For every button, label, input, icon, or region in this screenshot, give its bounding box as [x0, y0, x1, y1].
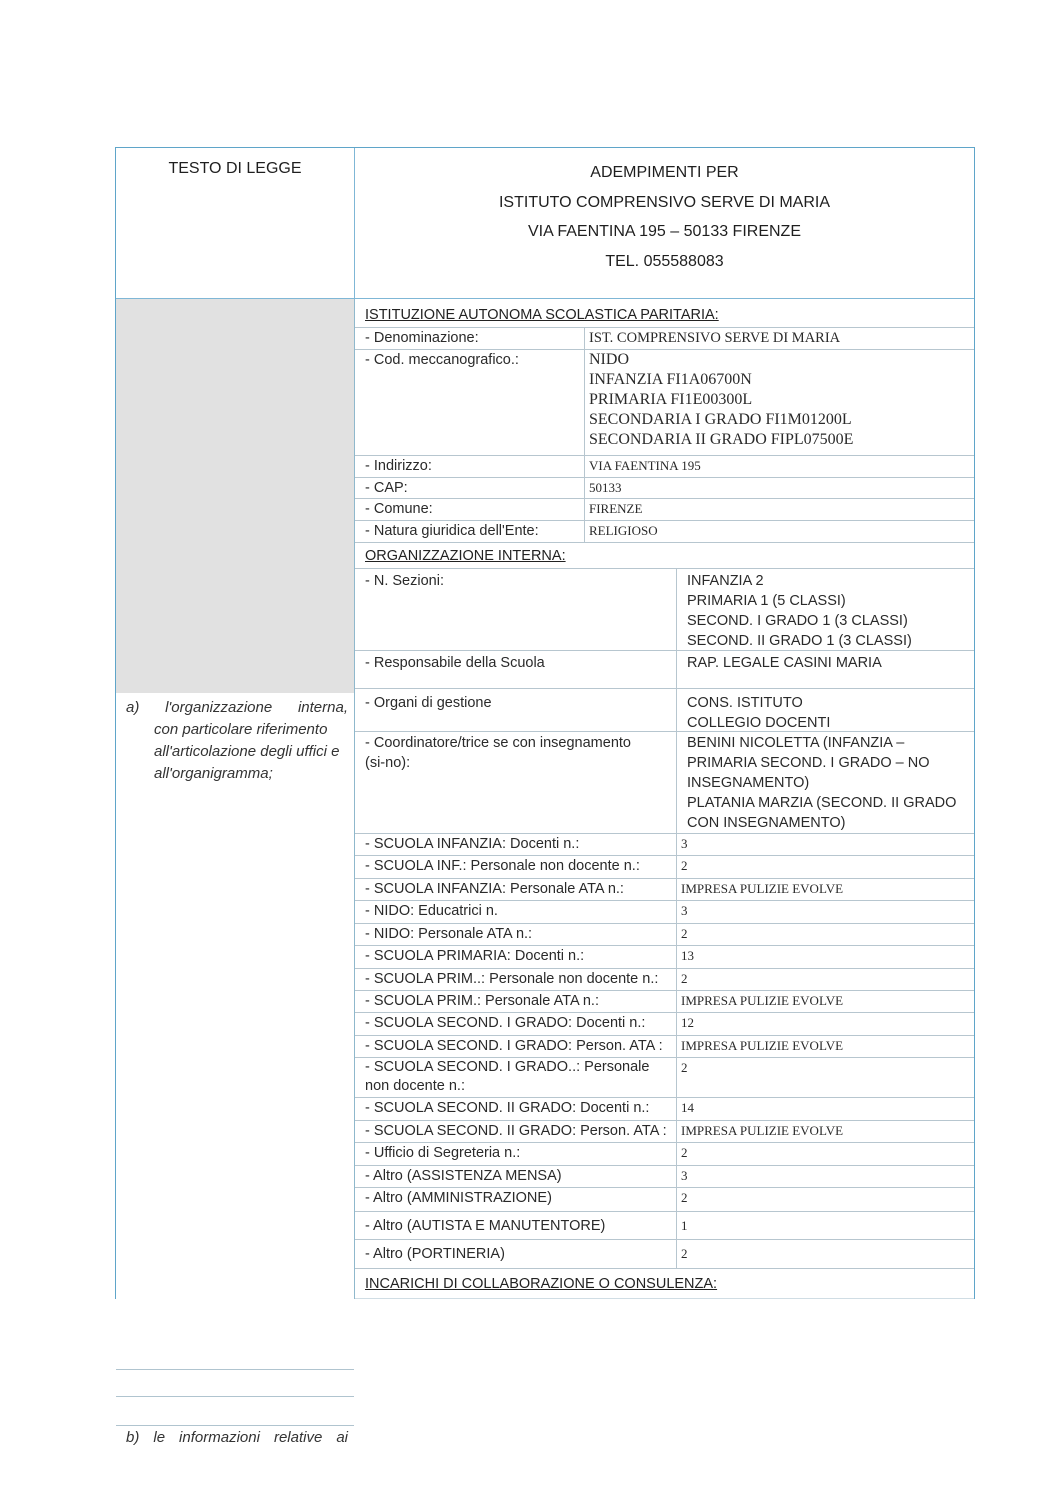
table-row: - Comune: FIRENZE [355, 499, 974, 521]
header-line: VIA FAENTINA 195 – 50133 FIRENZE [527, 223, 801, 240]
header-line: ISTITUTO COMPRENSIVO SERVE DI MARIA [498, 193, 830, 211]
table-header [116, 148, 974, 299]
table-row: - Organi di gestione CONS. ISTITUTO COLLEGIO DOCENTI [355, 689, 974, 732]
document-table [115, 147, 975, 1446]
table-row: - Natura giuridica dell'Ente: RELIGIOSO [355, 521, 974, 543]
left-divider [116, 1369, 354, 1370]
section-title-row [355, 299, 974, 328]
table-row: - SCUOLA PRIM..: Personale non docente n.: 2 [355, 969, 974, 991]
header-line: TEL. 055588083 [605, 252, 724, 270]
table-row: - Indirizzo: VIA FAENTINA 195 [355, 456, 974, 478]
table-body [116, 299, 974, 1446]
table-row: - SCUOLA PRIM.: Personale ATA n.: IMPRESA PULIZIE EVOLVE [355, 991, 974, 1013]
law-text-a: a) l'organizzazione interna, con particolare riferimento all'articolazione degli uffici e all'organigramma; [126, 699, 348, 782]
table-row: - Cod. meccanografico.: NIDO INFANZIA FI1A06700N PRIMARIA FI1E00300L SECONDARIA I GRADO FI1M01200L SECONDARIA II GRADO FIPL07500E [355, 350, 974, 456]
header-line: ADEMPIMENTI PER [590, 164, 739, 181]
table-row: - N. Sezioni: INFANZIA 2 PRIMARIA 1 (5 CLASSI) SECOND. I GRADO 1 (3 CLASSI) SECOND. II GRADO 1 (3 CLASSI) [355, 569, 974, 651]
right-column [355, 299, 974, 1299]
table-row: - Altro (ASSISTENZA MENSA) 3 [355, 1166, 974, 1188]
table-row: - Altro (PORTINERIA) 2 [355, 1240, 974, 1269]
left-divider [116, 1396, 354, 1397]
table-row: - NIDO: Educatrici n. 3 [355, 901, 974, 924]
table-row: - NIDO: Personale ATA n.: 2 [355, 924, 974, 946]
table-row: - Ufficio di Segreteria n.: 2 [355, 1143, 974, 1166]
section-title: ISTITUZIONE AUTONOMA SCOLASTICA PARITARIA: [365, 307, 719, 323]
section-title: ORGANIZZAZIONE INTERNA: [365, 547, 566, 564]
table-row: - SCUOLA INFANZIA: Personale ATA n.: IMPRESA PULIZIE EVOLVE [355, 879, 974, 901]
table-row: - SCUOLA INF.: Personale non docente n.: 2 [355, 856, 974, 879]
table-row: - Responsabile della Scuola RAP. LEGALE CASINI MARIA [355, 651, 974, 689]
table-row: - Denominazione: IST. COMPRENSIVO SERVE DI MARIA [355, 328, 974, 350]
section-title: INCARICHI DI COLLABORAZIONE O CONSULENZA: [365, 1275, 718, 1292]
section-title-row [355, 1269, 974, 1299]
table-row: - SCUOLA SECOND. I GRADO: Docenti n.: 12 [355, 1013, 974, 1036]
table-row: - SCUOLA SECOND. II GRADO: Person. ATA : IMPRESA PULIZIE EVOLVE [355, 1121, 974, 1143]
table-row: - SCUOLA SECOND. I GRADO..: Personale non docente n.: 2 [355, 1058, 974, 1098]
law-text-b: b) le informazioni relative ai [126, 1429, 348, 1446]
table-row: - CAP: 50133 [355, 478, 974, 499]
header-left-title: TESTO DI LEGGE [116, 148, 355, 298]
table-row: - SCUOLA SECOND. I GRADO: Person. ATA : IMPRESA PULIZIE EVOLVE [355, 1036, 974, 1058]
table-row: - SCUOLA INFANZIA: Docenti n.: 3 [355, 834, 974, 856]
table-row: - Altro (AMMINISTRAZIONE) 2 [355, 1188, 974, 1212]
table-row: - Coordinatore/trice se con insegnamento (si-no): BENINI NICOLETTA (INFANZIA – PRIMARIA SECOND. I GRADO – NO INSEGNAMENTO) PLATANIA MARZIA (SECOND. II GRADO CON INSEGNAMENTO) [355, 732, 974, 834]
table-row: - SCUOLA SECOND. II GRADO: Docenti n.: 14 [355, 1098, 974, 1121]
shaded-cell [116, 299, 354, 693]
left-column [116, 299, 355, 1446]
table-row: - SCUOLA PRIMARIA: Docenti n.: 13 [355, 946, 974, 969]
section-title-row [355, 543, 974, 569]
header-right-block [355, 148, 974, 298]
table-row: - Altro (AUTISTA E MANUTENTORE) 1 [355, 1212, 974, 1240]
left-divider [116, 1425, 354, 1426]
